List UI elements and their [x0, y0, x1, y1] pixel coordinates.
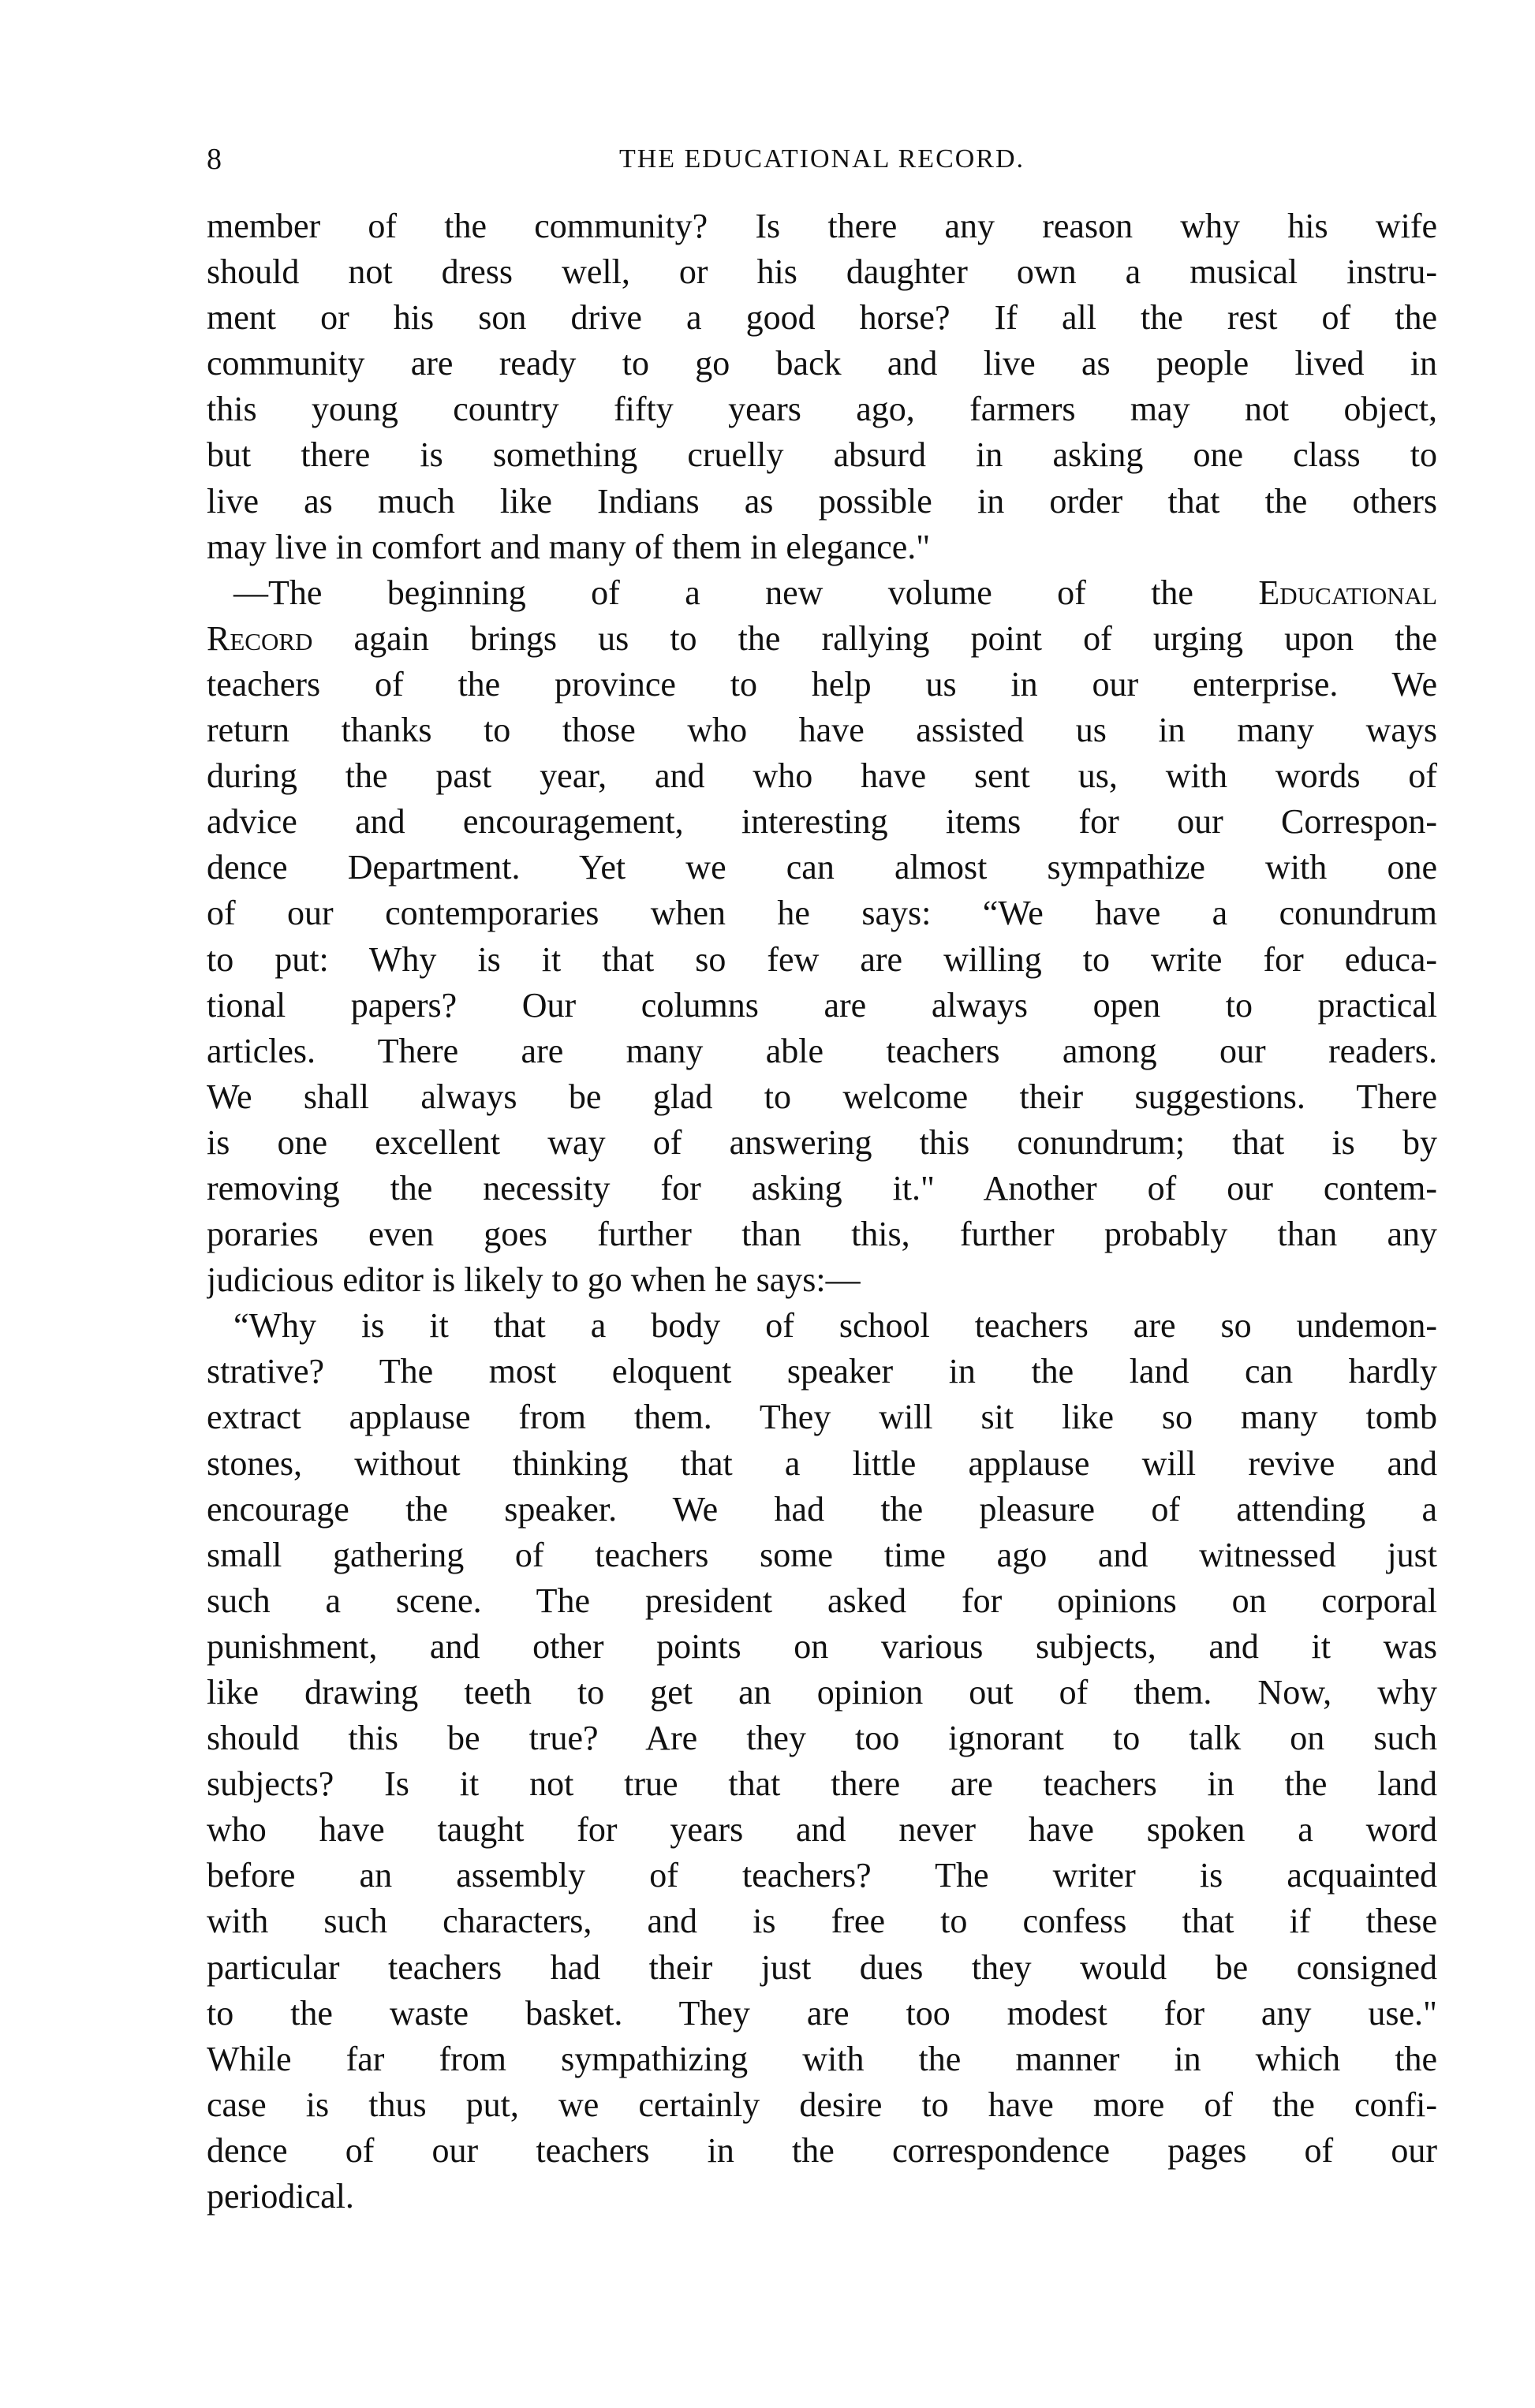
text-line: before an assembly of teachers? The writer is acquainted: [207, 1856, 1437, 1895]
text-line: stones, without thinking that a little applause will revive and: [207, 1443, 1437, 1483]
page-number: 8: [207, 143, 222, 176]
body-text: [207, 203, 1437, 2219]
text-line: advice and encouragement, interesting items for our Correspon-: [207, 802, 1437, 842]
text-line: live as much like Indians as possible in order that the others: [207, 481, 1437, 521]
text-line: small gathering of teachers some time ago and witnessed just: [207, 1535, 1437, 1574]
journal-name-small-caps: Record: [207, 618, 313, 658]
journal-name-small-caps: Educational: [1258, 573, 1437, 612]
journal-title: THE EDUCATIONAL RECORD.: [618, 144, 1025, 174]
text-line: articles. There are many able teachers among our readers.: [207, 1031, 1437, 1070]
text-line: this young country fifty years ago, farmers may not object,: [207, 390, 1437, 429]
text-line: dence of our teachers in the correspondence pages of our: [207, 2130, 1437, 2170]
text-line: but there is something cruelly absurd in asking one class to: [207, 435, 1437, 475]
text-line: return thanks to those who have assisted us in many ways: [207, 711, 1437, 750]
text-line: strative? The most eloquent speaker in the land can hardly: [207, 1352, 1437, 1391]
line-text: —The beginning of a new volume of the: [233, 573, 1259, 612]
text-line: who have taught for years and never have spoken a word: [207, 1810, 1437, 1850]
text-line: to the waste basket. They are too modest for any use.": [207, 1993, 1437, 2033]
text-line: such a scene. The president asked for opinions on corporal: [207, 1581, 1437, 1620]
paragraph-start-line: [207, 570, 1437, 616]
text-line: We shall always be glad to welcome their suggestions. There: [207, 1077, 1437, 1116]
text-line: with such characters, and is free to confess that if these: [207, 1902, 1437, 1941]
text-line: member of the community? Is there any reason why his wife: [207, 207, 1437, 245]
text-line: removing the necessity for asking it." Another of our contem-: [207, 1168, 1437, 1208]
line-text: again brings us to the rallying point of urging upon the: [312, 618, 1437, 658]
text-line: community are ready to go back and live as people lived in: [207, 344, 1437, 383]
text-line: particular teachers had their just dues they would be consigned: [207, 1947, 1437, 1987]
text-line: case is thus put, we certainly desire to have more of the confi-: [207, 2085, 1437, 2124]
text-line: of our contemporaries when he says: “We have a conundrum: [207, 894, 1437, 933]
text-line: While far from sympathizing with the manner in which the: [207, 2039, 1437, 2078]
text-line: judicious editor is likely to go when he says:—: [207, 1260, 861, 1300]
text-line: dence Department. Yet we can almost sympathize with one: [207, 848, 1437, 887]
text-line: subjects? Is it not true that there are teachers in the land: [207, 1764, 1437, 1804]
quote-start-line: “Why is it that a body of school teachers are so undemon-: [233, 1306, 1437, 1346]
text-line: encourage the speaker. We had the pleasure of attending a: [207, 1489, 1437, 1529]
text-line: should this be true? Are they too ignorant to talk on such: [207, 1719, 1437, 1758]
text-line: extract applause from them. They will sit like so many tomb: [207, 1398, 1437, 1437]
text-line: [207, 616, 1437, 662]
running-head: [207, 136, 1437, 183]
text-line: may live in comfort and many of them in elegance.": [207, 527, 931, 566]
text-line: poraries even goes further than this, further probably than any: [207, 1215, 1437, 1254]
text-line: is one excellent way of answering this conundrum; that is by: [207, 1122, 1437, 1162]
text-line: teachers of the province to help us in our enterprise. We: [207, 664, 1437, 704]
text-line: to put: Why is it that so few are willing to write for educa-: [207, 939, 1437, 979]
text-line: like drawing teeth to get an opinion out of them. Now, why: [207, 1673, 1437, 1712]
text-line: during the past year, and who have sent us, with words of: [207, 756, 1437, 796]
text-line: should not dress well, or his daughter own a musical instru-: [207, 252, 1437, 292]
text-line: ment or his son drive a good horse? If all the rest of the: [207, 298, 1437, 338]
text-line: punishment, and other points on various subjects, and it was: [207, 1626, 1437, 1666]
text-line: tional papers? Our columns are always open to practical: [207, 985, 1437, 1025]
text-line: periodical.: [207, 2177, 354, 2216]
